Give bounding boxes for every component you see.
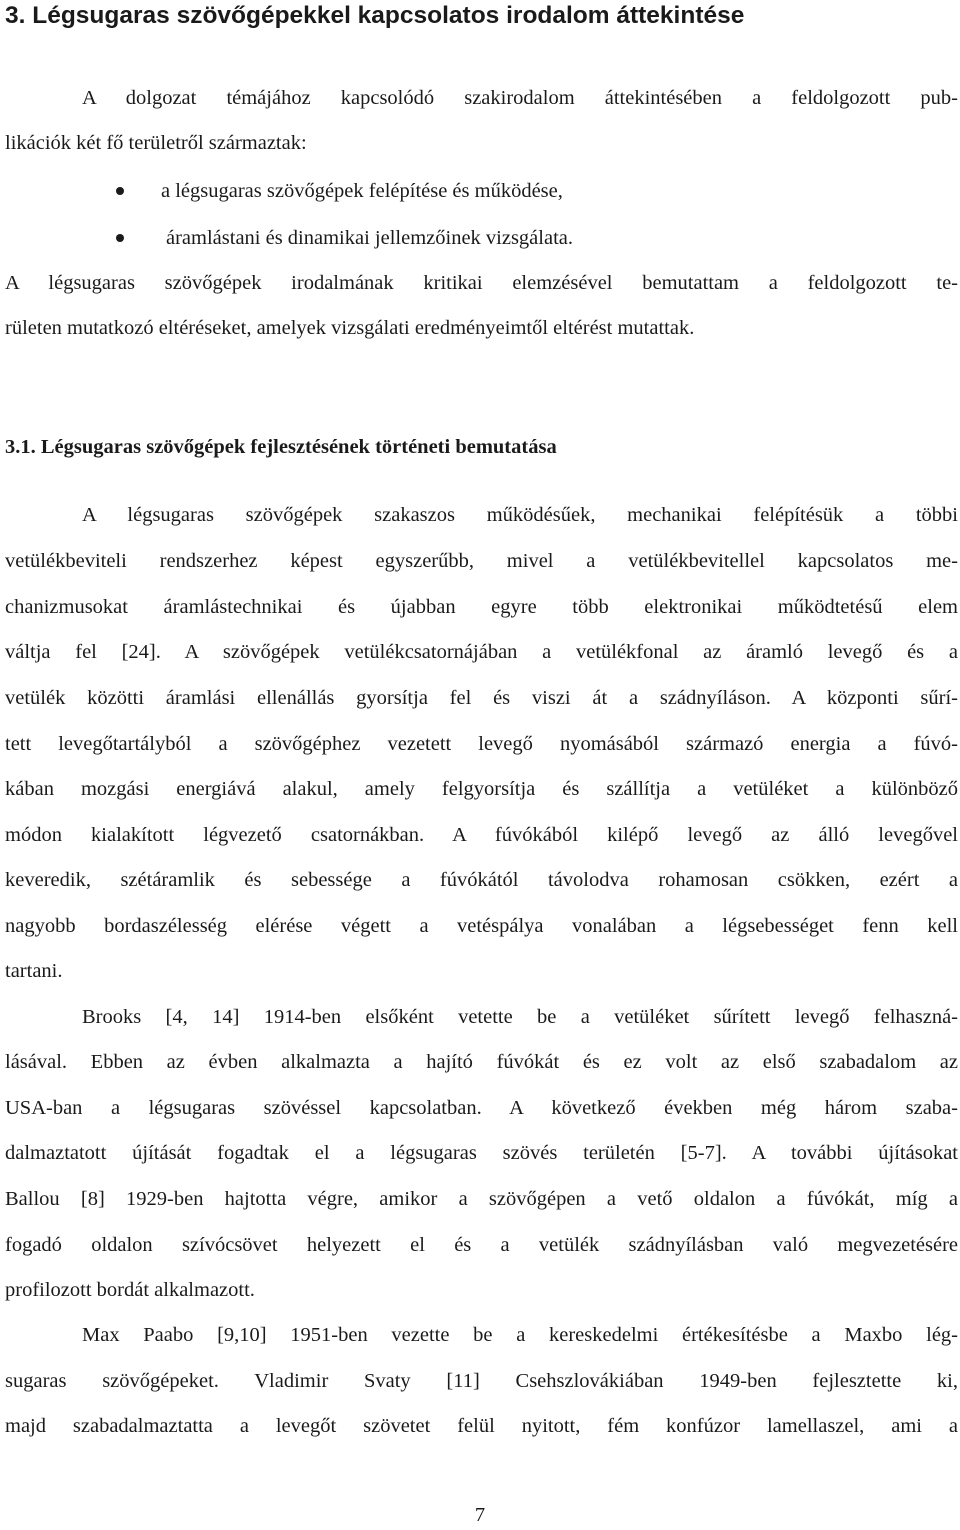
paragraph-line: chanizmusokat áramlástechnikai és újabban egyre több elektronikai működtetésű elem [5, 596, 958, 618]
paragraph-line: keveredik, szétáramlik és sebessége a fúvókától távolodva rohamosan csökken, ezért a [5, 869, 958, 891]
intro-closing-line: rületen mutatkozó eltéréseket, amelyek vizsgálati eredményeimtől eltérést mutattak. [5, 317, 695, 339]
paragraph-line: módon kialakított légvezető csatornákban. A fúvókából kilépő levegő az álló levegővel [5, 824, 958, 846]
bullet-dot-icon [116, 234, 124, 242]
paragraph-line: lásával. Ebben az évben alkalmazta a hajító fúvókát és ez volt az első szabadalom az [5, 1051, 958, 1073]
section-title: 3.1. Légsugaras szövőgépek fejlesztésének történeti bemutatása [5, 436, 557, 458]
paragraph-line: A légsugaras szövőgépek szakaszos működésűek, mechanikai felépítésük a többi [82, 504, 958, 526]
paragraph-line: fogadó oldalon szívócsövet helyezett el és a vetülék szádnyílásban való megvezetésére [5, 1234, 958, 1256]
paragraph-line: Ballou [8] 1929-ben hajtotta végre, amikor a szövőgépen a vető oldalon a fúvókát, míg a [5, 1188, 958, 1210]
intro-line: A dolgozat témájához kapcsolódó szakirodalom áttekintésében a feldolgozott pub- [82, 87, 958, 109]
paragraph-line: USA-ban a légsugaras szövéssel kapcsolatban. A következő években még három szaba- [5, 1097, 958, 1119]
list-item [0, 223, 960, 253]
paragraph-line: vetülékbeviteli rendszerhez képest egyszerűbb, mivel a vetülékbevitellel kapcsolatos me- [5, 550, 958, 572]
paragraph-line: tett levegőtartályból a szövőgéphez vezetett levegő nyomásából származó energia a fúvó- [5, 733, 958, 755]
paragraph-line: Brooks [4, 14] 1914-ben elsőként vetette be a vetüléket sűrített levegő felhaszná- [82, 1006, 958, 1028]
paragraph-line: dalmaztatott újítását fogadtak el a légsugaras szövés területén [5-7]. A további újításokat [5, 1142, 958, 1164]
list-item [0, 176, 960, 206]
bullet-dot-icon [116, 187, 124, 195]
paragraph-line: kában mozgási energiává alakul, amely felgyorsítja és szállítja a vetüléket a különböző [5, 778, 958, 800]
paragraph-line: vetülék közötti áramlási ellenállás gyorsítja fel és viszi át a szádnyíláson. A központi sűrí- [5, 687, 958, 709]
paragraph-line: tartani. [5, 960, 63, 982]
paragraph-line: váltja fel [24]. A szövőgépek vetülékcsatornájában a vetülékfonal az áramló levegő és a [5, 641, 958, 663]
list-item-text: a légsugaras szövőgépek felépítése és működése, [161, 180, 563, 202]
chapter-title: 3. Légsugaras szövőgépekkel kapcsolatos irodalom áttekintése [5, 2, 745, 29]
paragraph-line: profilozott bordát alkalmazott. [5, 1279, 255, 1301]
paragraph-line: majd szabadalmaztatta a levegőt szövetet felül nyitott, fém konfúzor lamellaszel, ami a [5, 1415, 958, 1437]
intro-line: likációk két fő területről származtak: [5, 132, 307, 154]
paragraph-line: Max Paabo [9,10] 1951-ben vezette be a kereskedelmi értékesítésbe a Maxbo lég- [82, 1324, 958, 1346]
intro-closing-line: A légsugaras szövőgépek irodalmának kritikai elemzésével bemutattam a feldolgozott te- [5, 272, 958, 294]
page-number: 7 [474, 1504, 486, 1526]
list-item-text: áramlástani és dinamikai jellemzőinek vizsgálata. [166, 227, 573, 249]
paragraph-line: sugaras szövőgépeket. Vladimir Svaty [11] Csehszlovákiában 1949-ben fejlesztette ki, [5, 1370, 958, 1392]
paragraph-line: nagyobb bordaszélesség elérése végett a vetéspálya vonalában a légsebességet fenn kell [5, 915, 958, 937]
